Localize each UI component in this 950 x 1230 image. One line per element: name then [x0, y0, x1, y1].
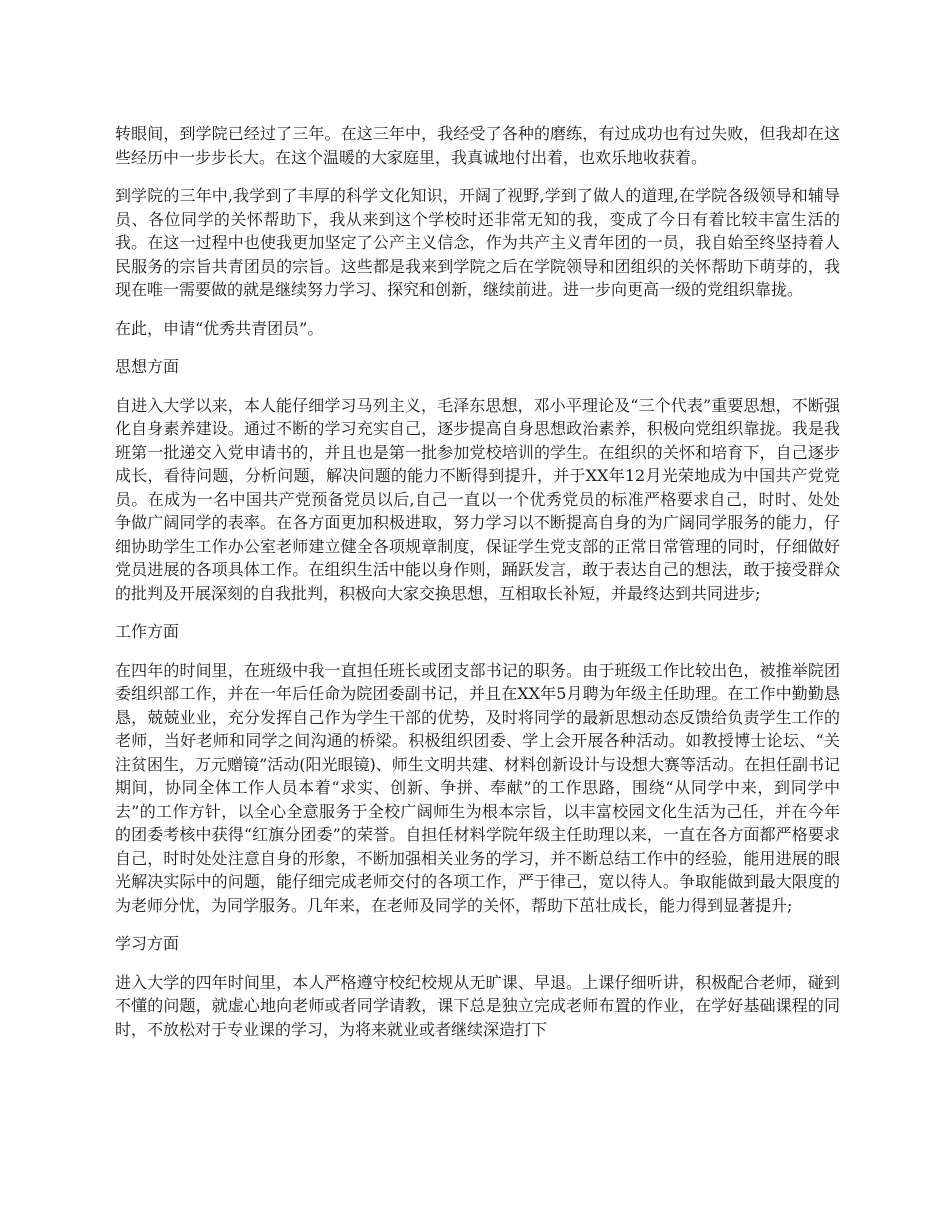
paragraph-study: 进入大学的四年时间里，本人严格遵守校纪校规从无旷课、早退。上课仔细听讲，积极配合老师，碰到不懂的问题，就虚心地向老师或者同学请教，课下总是独立完成老师布置的作业，在学好基础课程的同时，不放松对于专业课的学习，为将来就业或者继续深造打下 — [115, 972, 840, 1039]
paragraph-thought: 自进入大学以来，本人能仔细学习马列主义，毛泽东思想，邓小平理论及“三个代表”重要思想，不断强化自身素养建设。通过不断的学习充实自己，逐步提高自身思想政治素养，积极向党组织靠拢。我是我班第一批递交入党申请书的，并且也是第一批参加党校培训的学生。在组织的关怀和培育下，自己逐步成长，看待问题，分析问题，解决问题的能力不断得到提升，并于XX年12月光荣地成为中国共产党党员。在成为一名中国共产党预备党员以后,自己一直以一个优秀党员的标准严格要求自己，时时、处处争做广阔同学的表率。在各方面更加积极进取，努力学习以不断提高自身的为广阔同学服务的能力，仔细协助学生工作办公室老师建立健全各项规章制度，保证学生党支部的正常日常管理的同时，仔细做好党员进展的各项具体工作。在组织生活中能以身作则，踊跃发言，敢于表达自己的想法，敢于接受群众的批判及开展深刻的自我批判，积极向大家交换思想，互相取长补短，并最终达到共同进步; — [115, 395, 840, 603]
document-body — [115, 122, 840, 1056]
section-heading-study: 学习方面 — [115, 934, 180, 953]
section-heading-work: 工作方面 — [115, 622, 180, 641]
paragraph-work: 在四年的时间里，在班级中我一直担任班长或团支部书记的职务。由于班级工作比较出色，被推举院团委组织部工作，并在一年后任命为院团委副书记，并且在XX年5月聘为年级主任助理。在工作中勤勤恳恳，兢兢业业，充分发挥自己作为学生干部的优势，及时将同学的最新思想动态反馈给负责学生工作的老师，当好老师和同学之间沟通的桥梁。积极组织团委、学上会开展各种活动。如教授博士论坛、“关注贫困生，万元赠镜”活动(阳光眼镜)、师生文明共建、材料创新设计与设想大赛等活动。在担任副书记期间，协同全体工作人员本着“求实、创新、争拼、奉献”的工作思路，围绕“从同学中来，到同学中去”的工作方针，以全心全意服务于全校广阔师生为根本宗旨，以丰富校园文化生活为己任，并在今年的团委考核中获得“红旗分团委”的荣誉。自担任材料学院年级主任助理以来，一直在各方面都严格要求自己，时时处处注意自身的形象，不断加强相关业务的学习，并不断总结工作中的经验，能用进展的眼光解决实际中的问题，能仔细完成老师交付的各项工作，严于律己，宽以待人。争取能做到最大限度的为老师分忧，为同学服务。几年来，在老师及同学的关怀，帮助下茁壮成长，能力得到显著提升; — [115, 660, 840, 915]
paragraph-application: 在此，申请“优秀共青团员”。 — [115, 318, 324, 338]
paragraph-three-years: 到学院的三年中,我学到了丰厚的科学文化知识，开阔了视野,学到了做人的道理,在学院各级领导和辅导员、各位同学的关怀帮助下，我从来到这个学校时还非常无知的我，变成了今日有着比较丰富生活的我。在这一过程中也使我更加坚定了公产主义信念，作为共产主义青年团的一员，我自始至终坚持着人民服务的宗旨共青团员的宗旨。这些都是我来到学院之后在学院领导和团组织的关怀帮助下萌芽的，我现在唯一需要做的就是继续努力学习、探究和创新，继续前进。进一步向更高一级的党组织靠拢。 — [115, 186, 840, 299]
paragraph-intro: 转眼间，到学院已经过了三年。在这三年中，我经受了各种的磨练，有过成功也有过失败，但我却在这些经历中一步步长大。在这个温暖的大家庭里，我真诚地付出着，也欢乐地收获着。 — [115, 124, 840, 167]
section-heading-thought: 思想方面 — [115, 357, 180, 376]
